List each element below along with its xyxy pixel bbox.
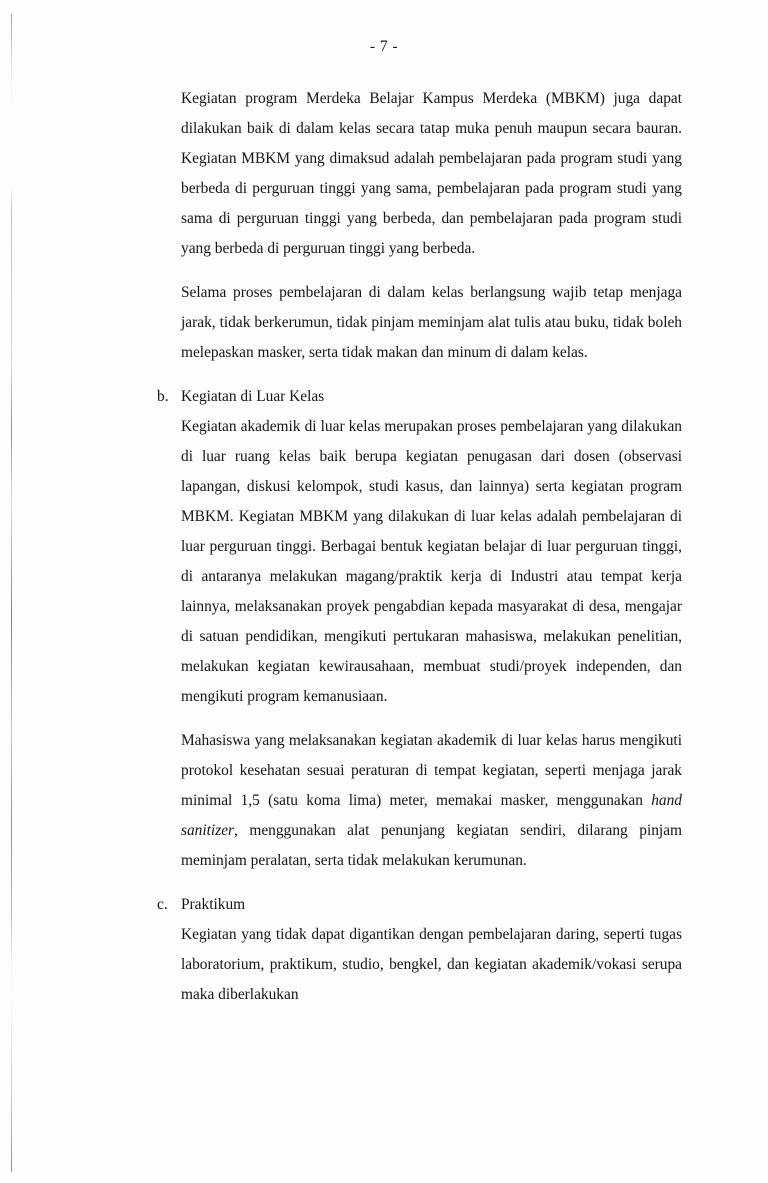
section-b-paragraph-1: Kegiatan akademik di luar kelas merupakan proses pembelajaran yang dilakukan di luar ruang kelas baik berupa kegiatan penugasan dari dosen (observasi lapangan, diskusi kelompok, studi kasus, dan lainnya) serta kegiatan program MBKM. Kegiatan MBKM yang dilakukan di luar kelas adalah pembelajaran di luar perguruan tinggi. Berbagai bentuk kegiatan belajar di luar perguruan tinggi, di antaranya melakukan magang/praktik kerja di Industri atau tempat kerja lainnya, melaksanakan proyek pengabdian kepada masyarakat di desa, mengajar di satuan pendidikan, mengikuti pertukaran mahasiswa, melakukan penelitian, melakukan kegiatan kewirausahaan, membuat studi/proyek independen, dan mengikuti program kemanusiaan. <box>181 418 682 705</box>
section-b-marker: b. <box>157 388 169 405</box>
scan-artifact-line <box>11 14 12 1172</box>
section-c-paragraph-1: Kegiatan yang tidak dapat digantikan dengan pembelajaran daring, seperti tugas laboratorium, praktikum, studio, bengkel, dan kegiatan akademik/vokasi serupa maka diberlakukan <box>181 926 682 1003</box>
paragraph-mbkm-intro: Kegiatan program Merdeka Belajar Kampus Merdeka (MBKM) juga dapat dilakukan baik di dalam kelas secara tatap muka penuh maupun secara bauran. Kegiatan MBKM yang dimaksud adalah pembelajaran pada program studi yang berbeda di perguruan tinggi yang sama, pembelajaran pada program studi yang sama di perguruan tinggi yang berbeda, dan pembelajaran pada program studi yang berbeda di perguruan tinggi yang berbeda. <box>181 90 682 257</box>
section-b <box>157 382 682 876</box>
page-content <box>157 84 682 1010</box>
section-b-title: Kegiatan di Luar Kelas <box>181 388 325 405</box>
section-c-title: Praktikum <box>181 896 246 913</box>
section-c <box>157 890 682 1010</box>
paragraph-protokol-dalam-kelas: Selama proses pembelajaran di dalam kelas berlangsung wajib tetap menjaga jarak, tidak berkerumun, tidak pinjam meminjam alat tulis atau buku, tidak boleh melepaskan masker, serta tidak makan dan minum di dalam kelas. <box>181 284 682 361</box>
section-b-paragraph-2 <box>181 726 682 876</box>
page-number: - 7 - <box>369 38 399 55</box>
section-b-paragraph-2-tail: , menggunakan alat penunjang kegiatan sendiri, dilarang pinjam meminjam peralatan, serta tidak melakukan kerumunan. <box>181 822 682 869</box>
section-c-marker: c. <box>157 896 168 913</box>
section-b-paragraph-2-lead: Mahasiswa yang melaksanakan kegiatan akademik di luar kelas harus mengikuti protokol kesehatan sesuai peraturan di tempat kegiatan, seperti menjaga jarak minimal 1,5 (satu koma lima) meter, memakai masker, menggunakan <box>181 732 682 809</box>
section-b-paragraph-2-emphasis: hand sanitizer <box>181 792 682 839</box>
